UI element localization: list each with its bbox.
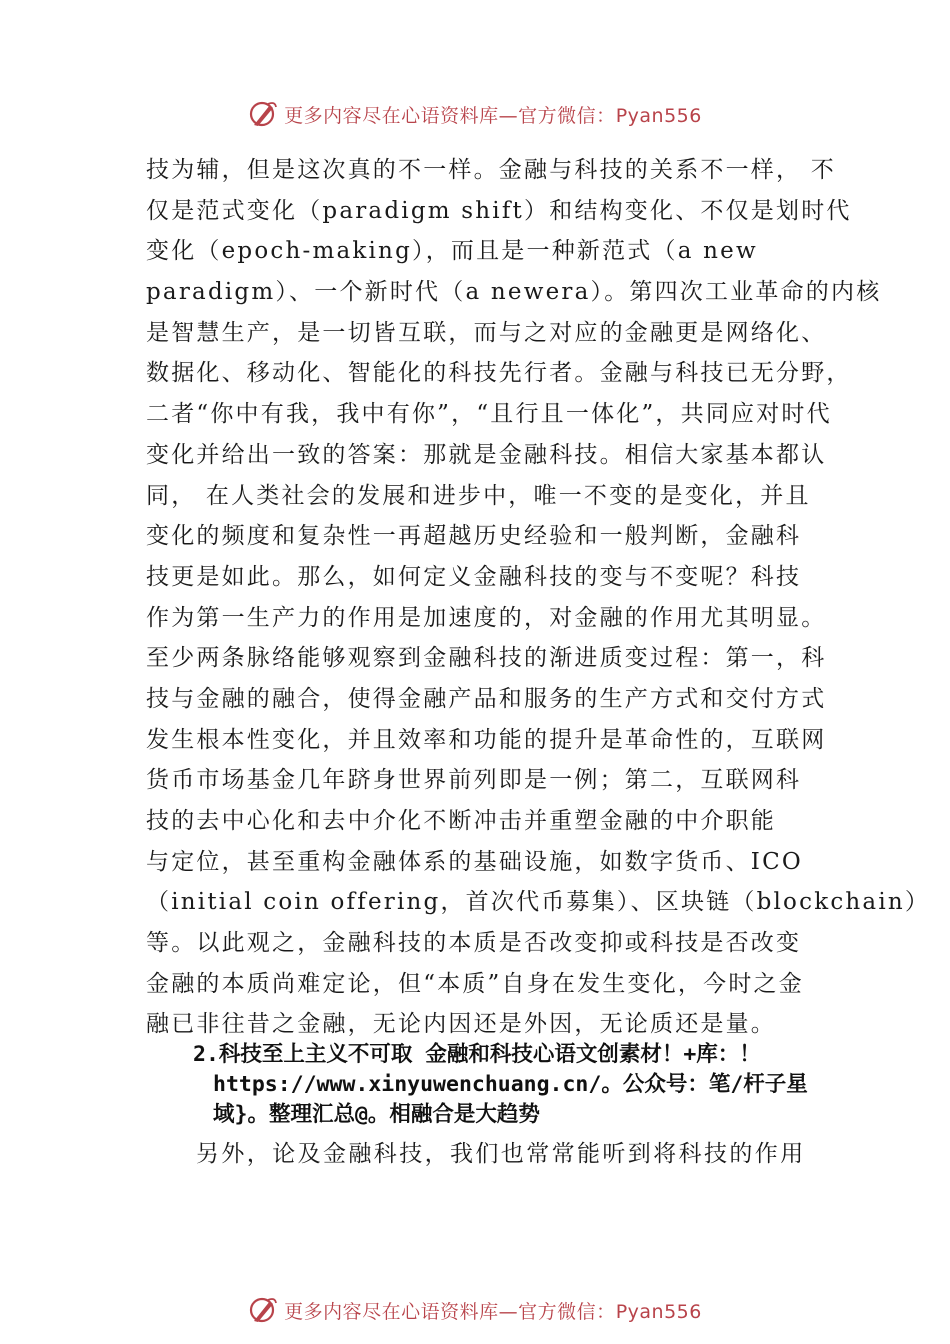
body-line: 变化的频度和复杂性一再超越历史经验和一般判断，金融科 xyxy=(146,523,802,550)
body-line: 变化并给出一致的答案：那就是金融科技。相信大家基本都认 xyxy=(146,441,827,468)
section-heading-line: 域}。整理汇总@。相融合是大趋势 xyxy=(213,1102,540,1127)
quill-logo-icon xyxy=(248,99,278,129)
body-line: 货币市场基金几年跻身世界前列即是一例；第二，互联网科 xyxy=(146,767,802,794)
body-line: 与定位，甚至重构金融体系的基础设施，如数字货币、ICO xyxy=(146,848,803,875)
section-heading-line: 2.科技至上主义不可取 金融和科技心语文创素材！+库：！ xyxy=(193,1042,761,1067)
body-line: 技更是如此。那么，如何定义金融科技的变与不变呢？科技 xyxy=(146,563,802,590)
quill-logo-icon xyxy=(248,1295,278,1325)
body-line: 至少两条脉络能够观察到金融科技的渐进质变过程：第一，科 xyxy=(146,645,827,672)
banner-separator: — xyxy=(498,104,519,127)
banner-wechat-id: Pyan556 xyxy=(615,1300,702,1323)
banner-wechat-label: 官方微信： xyxy=(518,104,616,127)
banner-wechat-label: 官方微信： xyxy=(518,1300,616,1323)
banner-slogan: 更多内容尽在心语资料库 xyxy=(284,104,499,127)
body-line: 融已非往昔之金融，无论内因还是外因，无论质还是量。 xyxy=(146,1011,776,1038)
section-heading-line: https://www.xinyuwenchuang.cn/。公众号：笔/杆子星 xyxy=(213,1072,808,1097)
body-line: 等。以此观之，金融科技的本质是否改变抑或科技是否改变 xyxy=(146,930,802,957)
body-line: 技与金融的融合，使得金融产品和服务的生产方式和交付方式 xyxy=(146,685,827,712)
body-line: （initial coin offering，首次代币募集）、区块链（blockchain） xyxy=(146,889,931,916)
banner-wechat-id: Pyan556 xyxy=(615,104,702,127)
section-heading xyxy=(193,1040,843,1130)
banner-separator: — xyxy=(498,1300,519,1323)
banner-slogan: 更多内容尽在心语资料库 xyxy=(284,1300,499,1323)
header-banner-text xyxy=(284,101,702,128)
body-line: 技为辅，但是这次真的不一样。金融与科技的关系不一样， 不 xyxy=(146,157,836,183)
body-text xyxy=(146,150,931,1045)
body-line: 作为第一生产力的作用是加速度的，对金融的作用尤其明显。 xyxy=(146,604,827,631)
header-banner xyxy=(0,94,950,134)
body-line: 仅是范式变化（paradigm shift）和结构变化、不仅是划时代 xyxy=(146,197,852,224)
body-line: 发生根本性变化，并且效率和功能的提升是革命性的，互联网 xyxy=(146,726,827,753)
body-line: paradigm）、一个新时代（a newera）。第四次工业革命的内核 xyxy=(146,279,882,306)
body-line: 同， 在人类社会的发展和进步中，唯一不变的是变化，并且 xyxy=(146,482,811,509)
body-line: 二者“你中有我，我中有你”，“且行且一体化”，共同应对时代 xyxy=(146,401,832,428)
paragraph-2-line: 另外，论及金融科技，我们也常常能听到将科技的作用 xyxy=(196,1141,806,1167)
body-line: 技的去中心化和去中介化不断冲击并重塑金融的中介职能 xyxy=(146,808,776,834)
body-line: 变化（epoch-making），而且是一种新范式（a new xyxy=(146,238,758,265)
footer-banner-text xyxy=(284,1297,702,1324)
footer-banner xyxy=(0,1290,950,1330)
body-line: 金融的本质尚难定论，但“本质”自身在发生变化，今时之金 xyxy=(146,970,804,997)
body-line: 是智慧生产，是一切皆互联，而与之对应的金融更是网络化、 xyxy=(146,319,827,346)
body-line: 数据化、移动化、智能化的科技先行者。金融与科技已无分野， xyxy=(146,360,852,387)
